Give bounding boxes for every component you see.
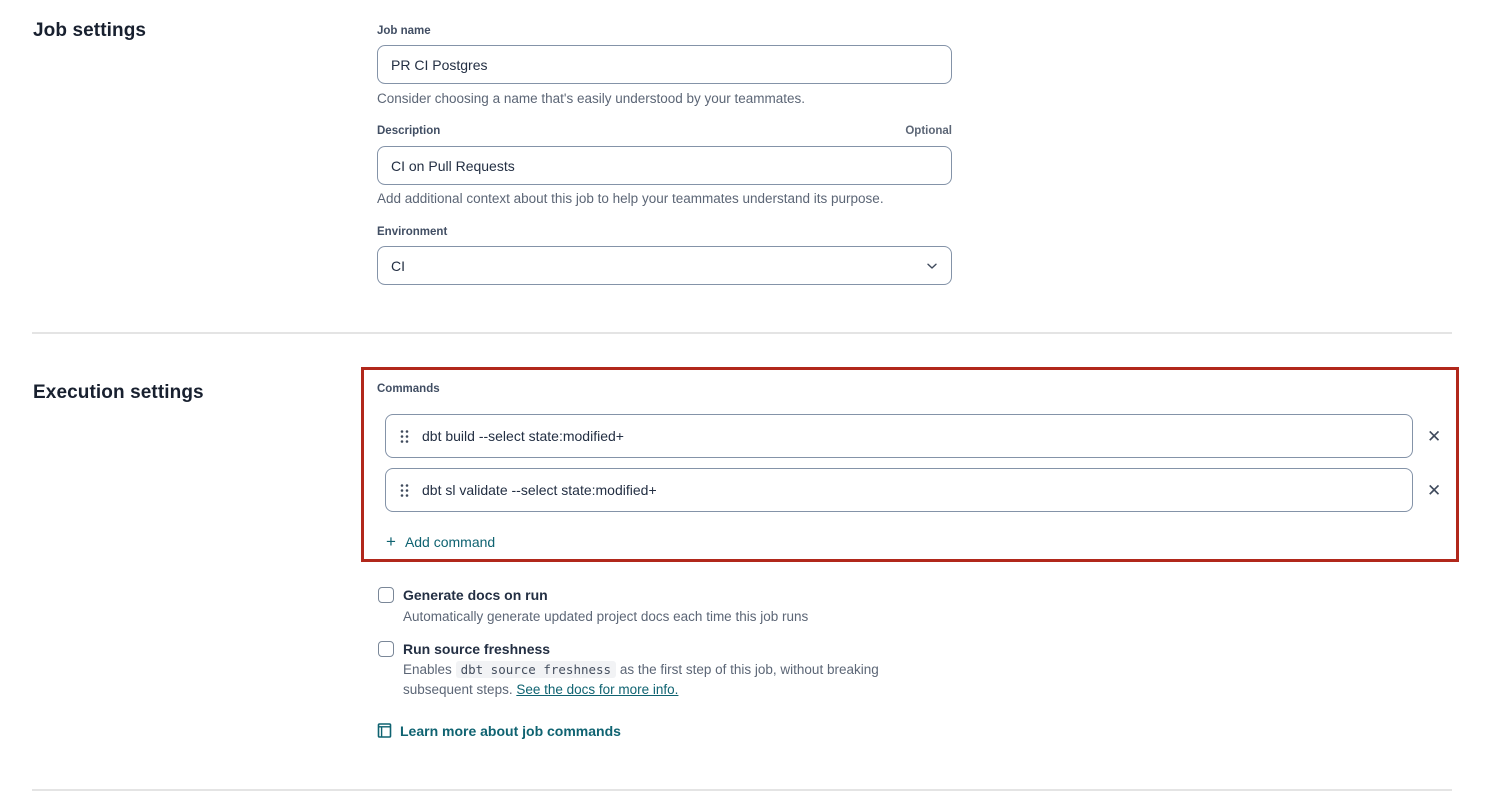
bottom-divider: [32, 789, 1452, 791]
freshness-code-snippet: dbt source freshness: [456, 661, 617, 678]
learn-more-label: Learn more about job commands: [400, 722, 621, 739]
commands-label: Commands: [377, 383, 440, 395]
command-text: dbt sl validate --select state:modified+: [422, 482, 657, 498]
drag-handle-icon[interactable]: [400, 483, 409, 498]
generate-docs-label[interactable]: Generate docs on run: [403, 587, 548, 603]
command-row: [385, 414, 1446, 458]
description-input[interactable]: [377, 146, 952, 185]
description-helper: Add additional context about this job to help your teammates understand its purpose.: [377, 191, 884, 206]
add-command-button[interactable]: [386, 533, 495, 550]
description-optional-badge: Optional: [905, 125, 952, 137]
environment-label: Environment: [377, 226, 448, 238]
section-divider: [32, 332, 1452, 334]
job-settings-heading: Job settings: [33, 20, 147, 41]
job-name-helper: Consider choosing a name that's easily understood by your teammates.: [377, 91, 806, 106]
command-input[interactable]: [385, 414, 1413, 458]
add-command-label: Add command: [404, 533, 496, 550]
see-docs-link[interactable]: See the docs for more info.: [516, 682, 679, 697]
description-label: Description: [377, 125, 441, 137]
command-input[interactable]: [385, 468, 1413, 512]
job-name-label: Job name: [377, 25, 431, 37]
plus-icon: +: [386, 532, 396, 551]
run-source-freshness-description: [403, 660, 948, 700]
remove-command-icon[interactable]: ✕: [1422, 479, 1446, 502]
description-label-row: [377, 125, 952, 137]
command-row: [385, 468, 1446, 512]
learn-more-button[interactable]: [377, 722, 621, 739]
chevron-down-icon: [926, 262, 938, 270]
drag-handle-icon[interactable]: [400, 429, 409, 444]
job-name-input[interactable]: [377, 45, 952, 84]
command-text: dbt build --select state:modified+: [422, 428, 624, 444]
generate-docs-description: Automatically generate updated project docs each time this job runs: [403, 609, 809, 624]
environment-select[interactable]: [377, 246, 952, 285]
freshness-desc-suffix: as the first step of this job, without breaking subsequent steps.: [403, 662, 879, 697]
generate-docs-checkbox[interactable]: [378, 587, 394, 603]
commands-list: [385, 414, 1446, 522]
execution-settings-heading: Execution settings: [33, 382, 204, 403]
book-icon: [377, 722, 392, 739]
run-source-freshness-label[interactable]: Run source freshness: [403, 641, 551, 657]
run-source-freshness-checkbox[interactable]: [378, 641, 394, 657]
environment-select-value: CI: [391, 257, 405, 274]
freshness-desc-prefix: Enables: [403, 662, 452, 677]
remove-command-icon[interactable]: ✕: [1422, 425, 1446, 448]
